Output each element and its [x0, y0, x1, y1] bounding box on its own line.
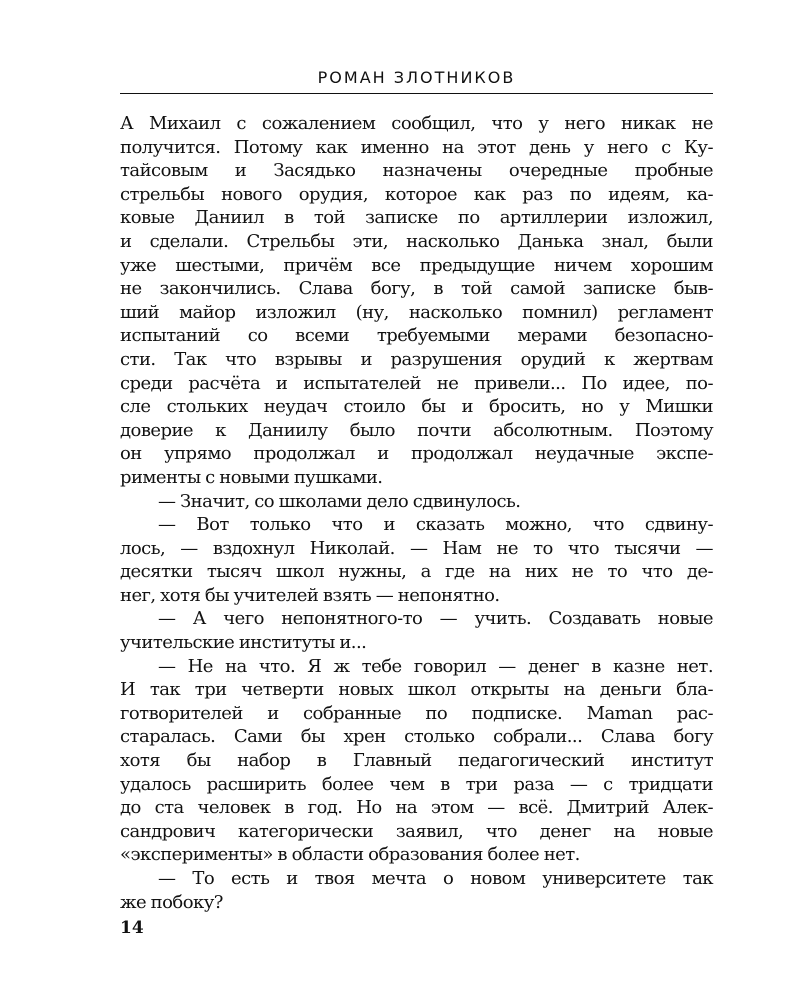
text-line: И так три четверти новых школ открыты на деньги бла- [120, 679, 713, 701]
text-line: удалось расширить более чем в три раза — с тридцати [120, 773, 713, 795]
text-line: ковые Даниил в той записке по артиллерии изложил, [120, 207, 713, 229]
text-line: стрельбы нового орудия, которое как раз по идеям, ка- [120, 183, 713, 205]
text-line: получится. Потому как именно на этот день у него с Ку- [120, 136, 713, 158]
text-line: хотя бы набор в Главный педагогический институт [120, 750, 713, 772]
text-line: до ста человек в год. Но на этом — всё. Дмитрий Алек- [120, 797, 713, 819]
text-line: старалась. Сами бы хрен столько собрали... Слава богу [120, 726, 713, 748]
body-text [120, 112, 713, 914]
text-line: уже шестыми, причём все предыдущие ничем хорошим [120, 254, 713, 276]
text-line: ший майор изложил (ну, насколько помнил) регламент [120, 301, 713, 323]
running-header: РОМАН ЗЛОТНИКОВ [317, 68, 516, 87]
dialogue-line: — Не на что. Я ж тебе говорил — денег в казне нет. [158, 655, 713, 677]
text-line: доверие к Даниилу было почти абсолютным. Поэтому [120, 419, 713, 441]
text-line: сле стольких неудач стоило бы и бросить, но у Мишки [120, 396, 713, 418]
text-line: тайсовым и Засядько назначены очередные пробные [120, 160, 713, 182]
text-line: испытаний со всеми требуемыми мерами безопасно- [120, 325, 713, 347]
text-line: готворителей и собранные по подписке. Maman рас- [120, 702, 713, 724]
dialogue-line: — Вот только что и сказать можно, что сдвину- [158, 514, 713, 536]
text-line: рименты с новыми пушками. [120, 466, 383, 488]
text-line: же побоку? [120, 891, 223, 913]
dialogue-line: — А чего непонятного-то — учить. Создавать новые [158, 608, 713, 630]
text-line: и сделали. Стрельбы эти, насколько Данька знал, были [120, 230, 713, 252]
page-number: 14 [120, 918, 144, 938]
text-line: учительские институты и... [120, 632, 367, 654]
text-line: не закончились. Слава богу, в той самой записке быв- [120, 278, 713, 300]
text-line: А Михаил с сожалением сообщил, что у него никак не [120, 113, 713, 134]
text-line: сандрович категорически заявил, что денег на новые [120, 820, 713, 842]
text-line: лось, — вздохнул Николай. — Нам не то что тысячи — [120, 537, 713, 559]
dialogue-line: — Значит, со школами дело сдвинулось. [158, 490, 521, 512]
text-line: сти. Так что взрывы и разрушения орудий к жертвам [120, 348, 713, 370]
text-line: он упрямо продолжал и продолжал неудачные экспе- [120, 443, 713, 465]
text-line: десятки тысяч школ нужны, а где на них не то что де- [120, 561, 713, 583]
header-rule [120, 93, 713, 94]
dialogue-line: — То есть и твоя мечта о новом университете так [158, 868, 713, 889]
text-line: среди расчёта и испытателей не привели... По идее, по- [120, 372, 713, 394]
text-line: «эксперименты» в области образования более нет. [120, 844, 580, 866]
text-line: нег, хотя бы учителей взять — непонятно. [120, 584, 500, 606]
